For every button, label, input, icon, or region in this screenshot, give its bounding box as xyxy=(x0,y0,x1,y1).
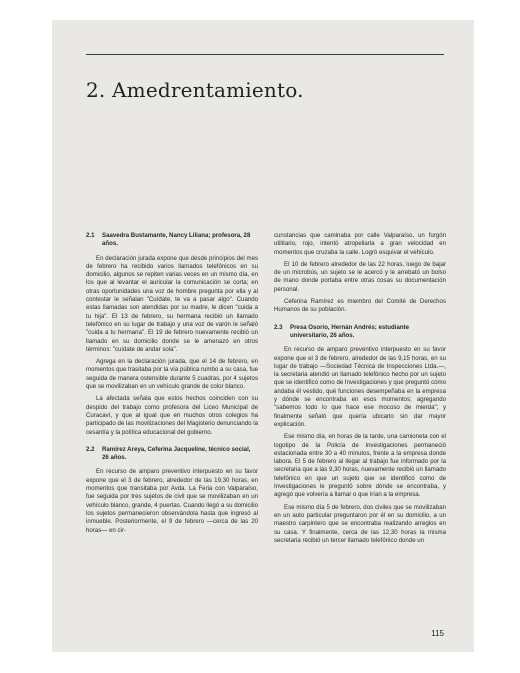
right-column xyxy=(274,232,446,549)
body-paragraph: Ceferina Ramírez es miembro del Comité de Derechos Humanos de su población. xyxy=(274,298,446,314)
body-paragraph: En recurso de amparo preventivo interpuesto en su favor expone que el 3 de febrero, alrededor de las 9,15 horas, en su lugar de trabajo —Sociedad Técnica de Inspecciones Ltda.—, la secretaria atendió un llamado telefónico hecho por un sujeto que se identificó como de Investigaciones y que preguntó cómo andaba él vestido, qué funciones desempeñaba en la empresa y dónde se encontraba en esos momentos; agregando "sabemos todo lo que hace ese mocoso de mierda"; y finalmente señaló que quería ubicarlo sin dar mayor explicación. xyxy=(274,346,446,428)
body-paragraph: Ese mismo día 5 de febrero, dos civiles que se movilizaban en un auto particular preguntaron por él en su domicilio, a un maestro carpintero que se encontraba realizando arreglos en su casa. Y finalmente, cerca de las 12,30 horas la misma secretaria recibió un tercer llamado telefónico donde un xyxy=(274,503,446,544)
section-heading xyxy=(86,232,258,249)
section-number: 2.3 xyxy=(274,323,283,331)
page-number: 115 xyxy=(431,629,444,638)
section-heading xyxy=(274,324,446,341)
section-number: 2.2 xyxy=(86,445,95,453)
body-paragraph: Agrega en la declaración jurada, que el 14 de febrero, en momentos que trasitaba por la vía pública rumbo a su casa, fue seguida de manera ostensible durante 5 cuadras, por 4 sujetos que se movilizaban en un vehículo grande de color blanco. xyxy=(86,358,258,391)
section-number: 2.1 xyxy=(86,232,95,239)
section-title: Presa Osorio, Hernán Andrés; estudiante universitario, 26 años. xyxy=(290,323,409,339)
body-paragraph: El 10 de febrero alrededor de las 22 horas, luego de bajar de un microbús, un sujeto se le acercó y le arrebató un bolso de mano donde portaba entre otras cosas su documentación personal. xyxy=(274,260,446,293)
left-column xyxy=(86,232,258,539)
body-paragraph: cunstancias que caminaba por calle Valparaíso, un furgón utilitario, rojo, intentó atropellarla a gran velocidad en momentos que cruzaba la calle. Logró esquivar el vehículo. xyxy=(274,232,446,256)
header-rule xyxy=(86,54,444,55)
body-paragraph: La afectada señala que estos hechos coinciden con su despido del trabajo como profesora del Liceo Municipal de Curacaví, y que al igual que en muchos otros colegios ha participado de las movilizaciones del Magisterio denunciando la cesantía y la política educacional del gobierno. xyxy=(86,395,258,436)
body-paragraph: En recurso de amparo preventivo interpuesto en su favor expone que el 3 de febrero, alrededor de las 19,30 horas, en momentos que transitaba por Avda. La Feria con Valparaíso, fue seguida por tres sujetos de civil que se movilizaban en un vehículo blanco, grande, 4 puertas. Cuando llegó a su domicilio los sujetos permanecieron observándola hasta que ingresó al inmueble. Posteriormente, el 9 de febrero —cerca de las 20 horas— en cir- xyxy=(86,468,258,534)
section-heading xyxy=(86,446,258,463)
document-page xyxy=(52,20,474,652)
body-paragraph: En declaración jurada expone que desde principios del mes de febrero ha recibido varios llamados telefónicos en su domicilio, algunos se repiten varias veces en un mismo día, en los que al levantar el auricular la comunicación se corta; en otras oportunidades una voz de hombre pregunta por ella y al contestar le señalan "Cuídate, te va a pasar algo". Cuando estas llamadas son atendidas por su madre, le dicen "cuida a tu hija". El 13 de febrero, su hermana recibió un llamado telefónico en su lugar de trabajo y una voz de varón le señaló "cuida a tu hermana". El 19 de febrero nuevamente recibió un llamado en su domicilio donde se le amenazó en otros términos: "cuídate de andar sola". xyxy=(86,254,258,353)
chapter-title: 2. Amedrentamiento. xyxy=(86,78,304,102)
body-paragraph: Ese mismo día, en horas de la tarde, una camioneta con el logotipo de la Policía de Investigaciones permaneció estacionada entre 30 a 40 minutos, frente a la empresa donde labora. El 5 de febrero al llegar al trabajo fue informado por la secretaria que a las 9,30 horas, nuevamente recibió un llamado telefónico en que un sujeto que se identificó como de Investigaciones le preguntó sobre dónde se encontraba, y agregó que volvería a llamar o que irían a la empresa. xyxy=(274,433,446,499)
section-title: Ramírez Areya, Ceferina Jacqueline, técnico social, 26 años. xyxy=(102,445,251,462)
section-title: Saavedra Bustamante, Nancy Liliana; profesora, 28 años. xyxy=(102,232,251,248)
